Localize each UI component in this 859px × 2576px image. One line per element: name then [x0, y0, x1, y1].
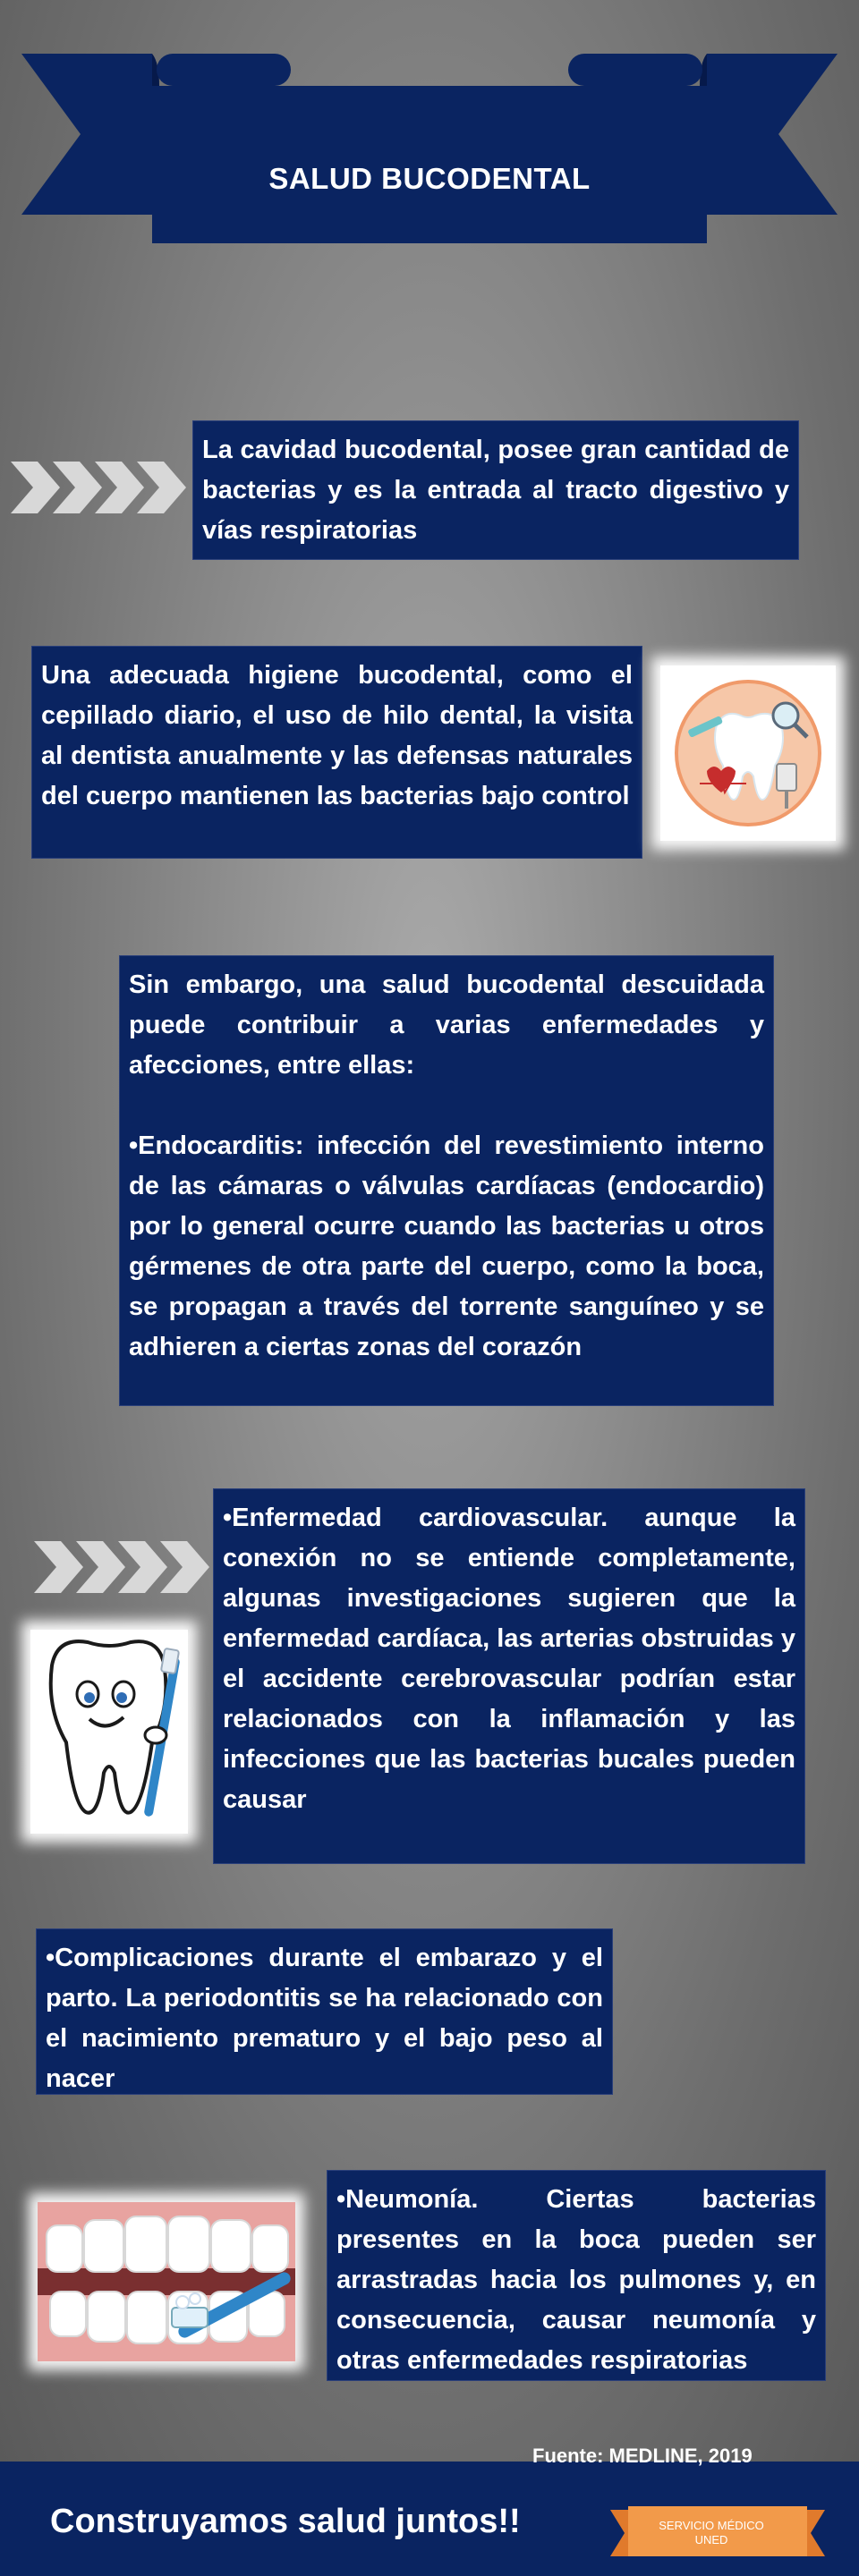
chevron-arrows-icon [34, 1541, 202, 1593]
tooth-mascot-icon [30, 1630, 188, 1834]
badge-line-2: UNED [694, 2533, 728, 2546]
intro-text-box [192, 420, 799, 560]
chevron-arrows-icon [11, 462, 179, 513]
pregnancy-text-box [36, 1928, 613, 2095]
cardiovascular-text-box [213, 1488, 805, 1864]
risks-intro-text: Sin embargo, una salud bucodental descuidada puede contribuir a varias enfermedades y afecciones, entre ellas: [129, 970, 764, 1080]
diseases-text-box [119, 955, 774, 1406]
source-citation: Fuente: MEDLINE, 2019 [532, 2445, 753, 2467]
endocarditis-text: •Endocarditis: infección del revestimiento interno de las cámaras o válvulas cardíacas (endocardio) por lo general ocurre cuando las bacterias u otros gérmenes de otra parte del cuerpo, como la boca, se propagan a través del torrente sanguíneo y se adhieren a ciertas zonas del corazón [129, 1131, 764, 1361]
service-badge [626, 2512, 796, 2555]
pneumonia-text-box [327, 2170, 826, 2381]
title-ribbon [0, 0, 859, 268]
teeth-toothbrush-icon [38, 2202, 295, 2361]
hygiene-text: Una adecuada higiene bucodental, como el cepillado diario, el uso de hilo dental, la visita al dentista anualmente y las defensas naturales del cuerpo mantienen las bacterias bajo control [41, 661, 633, 810]
footer-slogan: Construyamos salud juntos!! [50, 2503, 521, 2540]
cardiovascular-text: •Enfermedad cardiovascular. aunque la conexión no se entiende completamente, algunas investigaciones sugieren que la enfermedad cardíaca, las arterias obstruidas y el accidente cerebrovascular podrían estar relacionados con la inflamación y las infecciones que las bacterias bucales pueden causar [223, 1504, 795, 1814]
intro-text: La cavidad bucodental, posee gran cantidad de bacterias y es la entrada al tracto digestivo y vías respiratorias [202, 436, 789, 545]
badge-line-1: SERVICIO MÉDICO [659, 2519, 764, 2532]
pneumonia-text: •Neumonía. Ciertas bacterias presentes en la boca pueden ser arrastradas hacia los pulmones y, en consecuencia, causar neumonía y otras enfermedades respiratorias [336, 2185, 816, 2375]
hygiene-text-box [31, 646, 642, 859]
page-title: SALUD BUCODENTAL [268, 162, 591, 195]
pregnancy-text: •Complicaciones durante el embarazo y el parto. La periodontitis se ha relacionado con el nacimiento prematuro y el bajo peso al nacer [46, 1944, 603, 2093]
dental-health-icon [660, 665, 836, 841]
